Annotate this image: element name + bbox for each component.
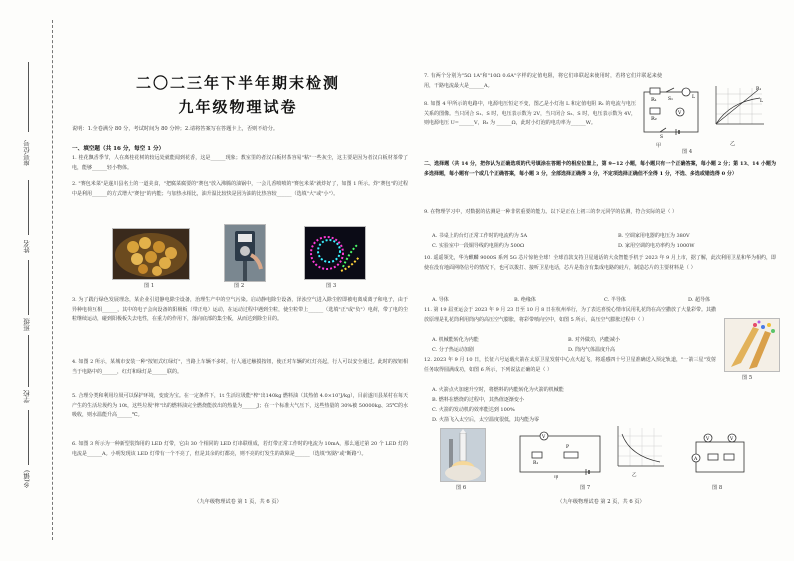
svg-text:L: L — [692, 95, 695, 100]
margin-blank-line — [28, 410, 29, 465]
figure-6-rocket-launch — [440, 428, 486, 482]
figure-1-caption: 图 1 — [144, 283, 155, 289]
exam-subtitle: 九年级物理试卷 — [178, 98, 298, 116]
crossing-button-image — [225, 225, 265, 281]
figure-4-circuit — [640, 86, 702, 140]
q9-option-b: B. 空调家用电器的电压为 380V — [618, 233, 690, 239]
margin-field-name: 姓名 — [23, 240, 31, 253]
svg-text:S: S — [660, 135, 664, 140]
q12-option-b: B. 燃料在燃烧的过程中，其热值逐渐变小 — [432, 397, 524, 403]
margin-blank-line — [28, 260, 29, 315]
svg-text:A: A — [694, 457, 698, 462]
q9-option-c: C. 实验室中一段铜导线的电阻约为 500Ω — [432, 243, 525, 249]
svg-text:R₁: R₁ — [651, 97, 657, 103]
svg-text:R₁: R₁ — [533, 461, 539, 466]
q12-option-a: A. 火箭点火加速升空时，将燃料的内能转化为火箭的机械能 — [432, 387, 564, 393]
svg-text:R₁: R₁ — [756, 87, 762, 92]
q12-option-c: C. 火箭的发动机的效率能达到 100% — [432, 407, 515, 413]
exam-title: 二〇二三年下半年期末检测 — [135, 74, 340, 92]
figure-4-caption: 图 4 — [682, 149, 693, 155]
figure-8-circuit — [688, 432, 752, 478]
svg-text:S₁: S₁ — [668, 97, 673, 102]
question-3: 3. 为了践行绿色发展理念，某企业引进静电除尘设备，治理生产中的空气污染。启动静电除尘设备，泽浊空气进入除尘腔即被电离成离子和电子，由于异种电荷互相______，其中的电子会向设备的阳极板（带正电）运动，在运动过程中遇到尘粒，使尘粒带上______（选填"正"或"负"）电荷，带了电的尘粒继续运动，碰到阳极板失去电性，在重力的作用下，落向底部的集尘板，从而达到除尘目的。 — [72, 297, 408, 323]
question-11: 11. 第 19 届亚运会于 2023 年 9 月 23 日至 10 月 8 日在杭州举行，为了表达喜悦心情市民用礼花筒在高空撒放了大量彩带。其撒放原理是礼花筒利用筒内的高压空气膨胀，将彩带喷向空中，如图 5 所示，高压空气膨胀过程中（ ） — [424, 307, 716, 323]
section-heading: 一、填空题（共 16 分，每空 1 分） — [72, 146, 165, 152]
svg-text:乙: 乙 — [632, 473, 637, 478]
q9-option-d: D. 家用空调的电功率约为 1000W — [618, 243, 695, 249]
margin-blank-line — [28, 62, 29, 132]
q10-option-a: A. 导体 — [432, 297, 449, 303]
circuit-diagram — [640, 86, 702, 140]
margin-field-seat: 座号位号 — [23, 140, 31, 166]
figure-2-crossing-button — [224, 224, 266, 282]
figure-3-led-strip — [304, 226, 366, 280]
q10-option-d: D. 超导体 — [688, 297, 711, 303]
exam-notes: 说明：1.全卷满分 80 分，考试时间为 80 分钟；2.请将答案写在答题卡上，否则不给分。 — [72, 126, 279, 132]
binding-dash-line — [52, 20, 53, 540]
page-2 — [418, 0, 784, 561]
page-1-footer: （九年级物理试卷 第 1 页，共 6 页） — [194, 499, 282, 505]
margin-blank-line — [28, 180, 29, 235]
svg-text:L: L — [760, 99, 763, 104]
q11-option-a: A. 机械能转化为内能 — [432, 337, 479, 343]
circuit-8-diagram — [688, 432, 752, 478]
figure-7-caption: 图 7 — [580, 485, 591, 491]
question-10: 10. 遥遥领先，华为麒麟 9000S 系列 5G 芯片惊艳全球！全球首款支持卫星通话的大众智能手机于 2023 年 9 月上市，据了解，此次利用卫星和华为相约，即使在没有地面网络信号的情况下，也可以拨打、接听卫星电话，芯片是指含有集成电路的硅片，制造芯片的主要材料是（ ） — [424, 255, 776, 271]
led-strip-image — [305, 227, 365, 279]
rocket-image — [441, 429, 485, 481]
q10-option-c: C. 半导体 — [604, 297, 626, 303]
figure-3-caption: 图 3 — [326, 283, 337, 289]
figure-7-circuit — [514, 428, 606, 480]
margin-field-town: 乡(镇) — [23, 470, 31, 489]
binding-margin — [0, 0, 62, 561]
q11-option-c: C. 分子热运动加剧 — [432, 347, 474, 353]
question-6: 6. 如图 3 所示为一种新型装饰用的 LED 灯带，它由 30 个相同的 LED 灯串联组成，若灯带正常工作时的电流为 10mA，那么通过第 20 个 LED 灯的电流是______A。小明发现该 LED 灯带有一个不亮了，但是其余的灯都亮，则不亮的灯发生的故障是______（选填"短路"或"断路"）。 — [72, 441, 408, 457]
figure-4-jia-label: 甲 — [656, 143, 662, 149]
q11-option-b: B. 对外做功，内能减小 — [568, 337, 620, 343]
figure-6-caption: 图 6 — [456, 485, 467, 491]
circuit-7-diagram — [514, 428, 606, 480]
question-8: 8. 如图 4 甲所示的电路中，电源电压恒定不变，图乙是小灯泡 L 和定值电阻 R₁ 的电流与电压关系的图像。当只闭合 S₁、S 时，电压表示数为 2V，当只闭合 S₂、S 时，电压表示数为 4V，则电源电压 U=______V，R₂ 为 ______Ω，此时小灯泡的电功率为______W。 — [424, 101, 636, 127]
question-4: 4. 如图 2 所示，某城市安装一种"按钮式红绿灯"，当路上车辆不多时，行人通过触摸按钮，使正对车辆的红灯亮起，行人可以安全通过。此时的按钮相当于电路中的______，红灯和绿灯是______联的。 — [72, 359, 408, 375]
figure-5-caption: 图 5 — [742, 375, 753, 381]
section-2-heading: 二、选择题（共 14 分，把你认为正确选项的代号填涂在答题卡的相应位置上，第 9~12 小题，每小题只有一个正确答案，每小题 2 分；第 13、14 小题为多选择题，每小题有一个或几个正确答案，每小题 3 分，全部选择正确得 3 分，不定项选择正确但不全得 1 分，不选、多选或错选得 0 分） — [424, 161, 776, 177]
question-12: 12. 2023 年 9 月 10 日，长征六号运载火箭在太原卫星发射中心点火起飞，将遥感四十号卫星准确送入预定轨道，"一箭三星"发射任务取得圆满成功，如图 6 所示，下列说法正确的是（ ） — [424, 357, 716, 373]
svg-text:甲: 甲 — [554, 476, 559, 480]
svg-text:V: V — [542, 435, 546, 440]
page-2-footer: （九年级物理试卷 第 2 页，共 6 页） — [557, 499, 645, 505]
margin-blank-line — [28, 335, 29, 387]
question-2: 2. "赛包米菜"是遂川县名土的一道美食，"把腐菜腐要的"赛包"放入沸腾的油锅中，一会儿香喷喷的"赛包米菜"就炸好了，如图 1 所示。炸"赛包"的过程中是利用______的方式增大"赛包"的内能；与加热水相比，油升温比较快是因为油的比热容较______（选填"大"或"小"）。 — [72, 181, 408, 197]
question-5: 5. 合理分类和利用垃圾可以保护环境，变废为宝。在一定条件下，1t 生活垃圾能"榨"出140kg 燃料油（其热值 4.0×10⁷J/kg），目前遂川县某村在每天产生的生活垃圾约为 10t，这些垃圾"榨"出的燃料油完全燃烧能放出的热量为______J；在一个标准大气压下，这些热量的 30%被 50000kg、35℃的水吸收，则水温能升高______℃。 — [72, 393, 408, 419]
figure-8-caption: 图 8 — [712, 485, 723, 491]
graph-7 — [610, 424, 666, 480]
question-7: 7. 有两个分别为"5Ω 1A"和"10Ω 0.6A"字样的定值电阻，将它们串联起来使用时，若将它们并联起来使用，干路电流最大是______A。 — [424, 73, 662, 89]
question-1: 1. 桂花飘香季节，人在离桂花树的较远处就能闻到花香，这是______现象；教室里的者汉白板材茶容易"粘"一些灰尘，这主要是因为者汉白板材茶带了电，能够______轻小物体。 — [72, 155, 408, 171]
fried-food-image — [113, 229, 189, 279]
question-9: 9. 在物理学习中，对数据的估测是一种非常重要的能力。以下是正在上初三的李元同学的估测，符合实际的是（ ） — [424, 209, 677, 215]
q11-option-d: D. 筒内气体温度升高 — [568, 347, 616, 353]
figure-1-fried-food — [112, 228, 190, 280]
svg-text:V: V — [730, 437, 734, 442]
margin-field-school: 学校 — [23, 390, 31, 403]
party-popper-image — [725, 319, 779, 371]
svg-text:R₂: R₂ — [651, 116, 657, 122]
figure-2-caption: 图 2 — [234, 283, 245, 289]
figure-7-graph — [610, 424, 666, 480]
svg-text:P: P — [566, 445, 570, 450]
q10-option-b: B. 绝缘体 — [514, 297, 536, 303]
q9-option-a: A. 书桌上的台灯正常工作时的电流约为 5A — [432, 233, 528, 239]
page-1 — [64, 0, 412, 561]
figure-4-yi-label: 乙 — [730, 141, 736, 147]
svg-text:V: V — [678, 111, 682, 116]
q12-option-d: D. 火箭飞入太空后，太空温度很低，其内能为零 — [432, 417, 540, 423]
iu-graph — [708, 84, 768, 136]
margin-field-class: 班级 — [23, 318, 31, 331]
svg-text:V: V — [706, 437, 710, 442]
figure-5-party-poppers — [724, 318, 780, 372]
figure-4-graph — [708, 84, 768, 136]
